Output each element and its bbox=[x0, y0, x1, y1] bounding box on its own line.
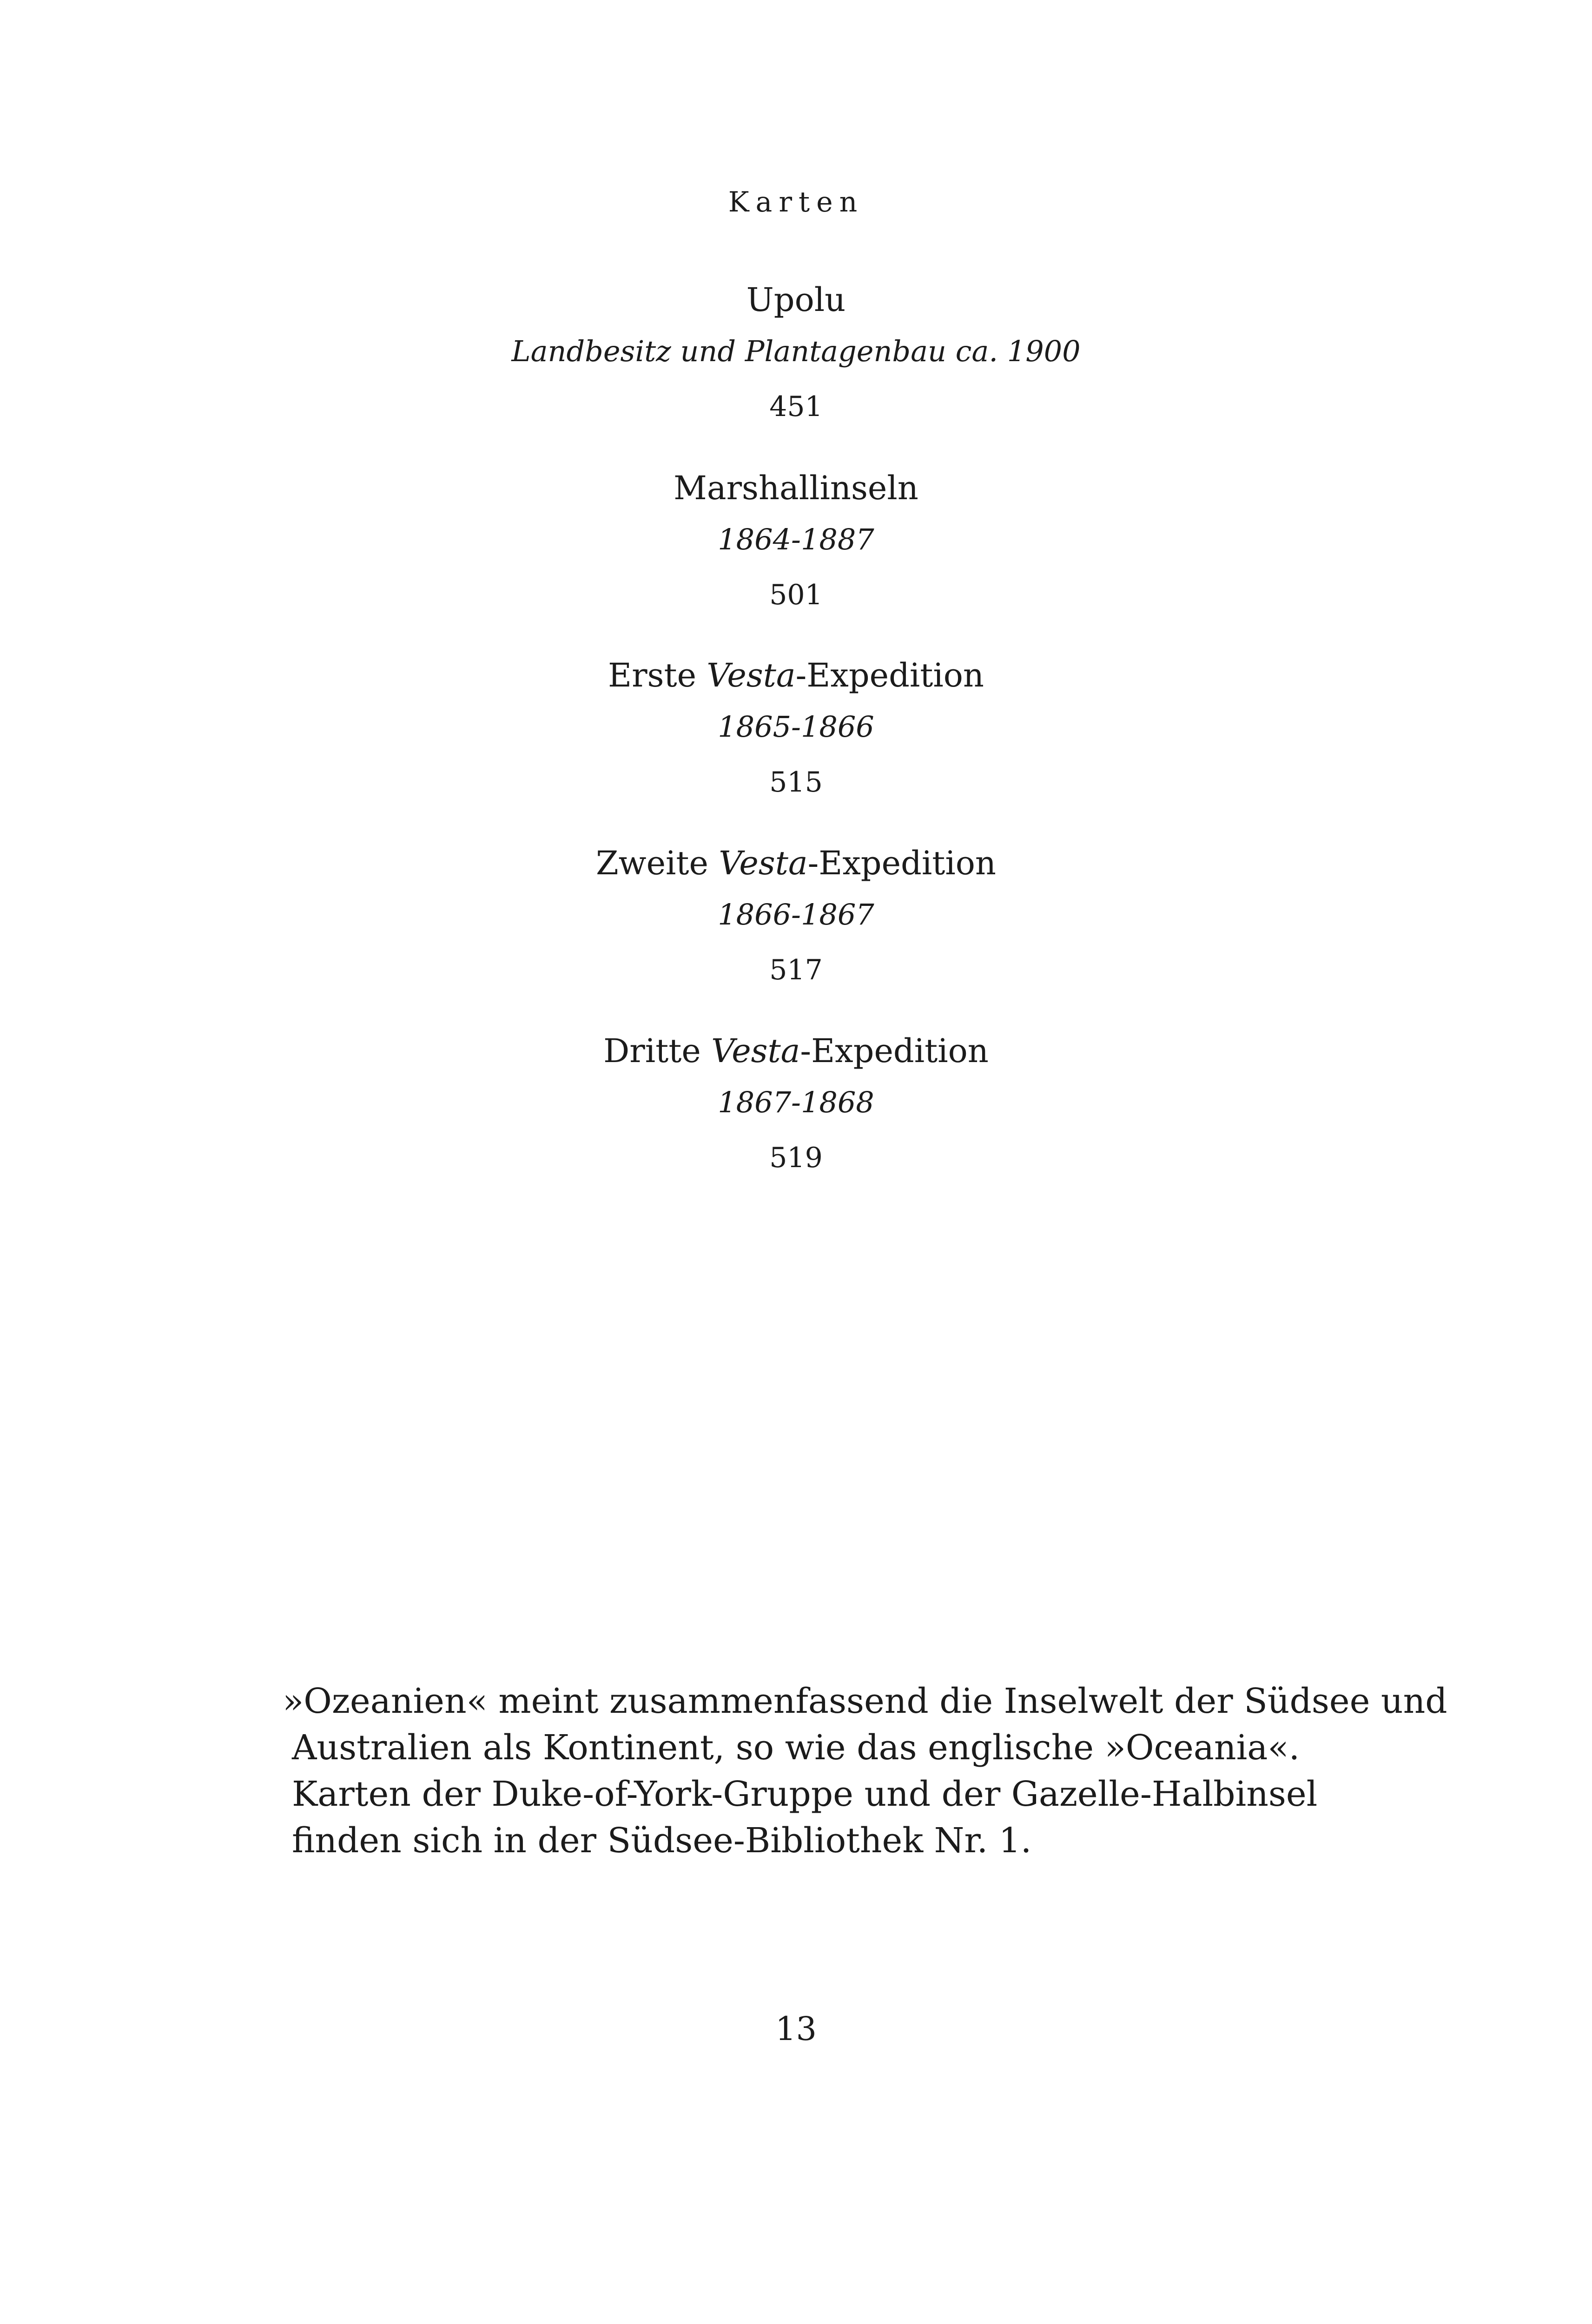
map-subtitle: 1864-1887 bbox=[718, 522, 874, 556]
map-title: Upolu bbox=[746, 281, 846, 319]
running-head: Karten bbox=[728, 186, 864, 218]
map-page-number: 519 bbox=[769, 1142, 823, 1174]
note-line: »Ozeanien« meint zusammenfassend die Inselwelt der Südsee und bbox=[283, 1681, 1447, 1721]
ship-name: Vesta bbox=[711, 1032, 800, 1070]
map-entry-upolu bbox=[0, 281, 1592, 423]
map-page-number: 451 bbox=[769, 390, 823, 423]
map-title bbox=[0, 656, 1592, 694]
map-subtitle: 1867-1868 bbox=[718, 1085, 874, 1119]
note-line: Karten der Duke-of-York-Gruppe und der Gazelle-Halbinsel bbox=[292, 1774, 1318, 1814]
explanatory-note bbox=[283, 1678, 1447, 1864]
title-prefix: Dritte bbox=[603, 1032, 712, 1070]
map-page-number: 515 bbox=[769, 766, 823, 799]
map-entry-zweite-vesta bbox=[0, 844, 1592, 986]
map-page-number: 517 bbox=[769, 954, 823, 986]
map-subtitle: Landbesitz und Plantagenbau ca. 1900 bbox=[511, 334, 1081, 368]
map-page-number: 501 bbox=[769, 579, 823, 611]
title-suffix: -Expedition bbox=[807, 844, 996, 882]
note-line: finden sich in der Südsee-Bibliothek Nr. 1. bbox=[292, 1821, 1032, 1861]
map-title bbox=[0, 1032, 1592, 1070]
title-suffix: -Expedition bbox=[795, 656, 984, 694]
ship-name: Vesta bbox=[719, 844, 808, 882]
map-subtitle: 1865-1866 bbox=[718, 710, 874, 744]
title-prefix: Zweite bbox=[596, 844, 719, 882]
title-suffix: -Expedition bbox=[800, 1032, 989, 1070]
map-subtitle: 1866-1867 bbox=[718, 898, 874, 931]
note-line: Australien als Kontinent, so wie das englische »Oceania«. bbox=[292, 1728, 1300, 1768]
map-title bbox=[0, 844, 1592, 882]
map-entry-erste-vesta bbox=[0, 656, 1592, 799]
title-prefix: Erste bbox=[608, 656, 707, 694]
ship-name: Vesta bbox=[707, 656, 796, 694]
map-title: Marshallinseln bbox=[674, 469, 918, 507]
map-entry-marshallinseln bbox=[0, 469, 1592, 611]
map-entry-dritte-vesta bbox=[0, 1032, 1592, 1174]
page-number: 13 bbox=[775, 2010, 817, 2048]
